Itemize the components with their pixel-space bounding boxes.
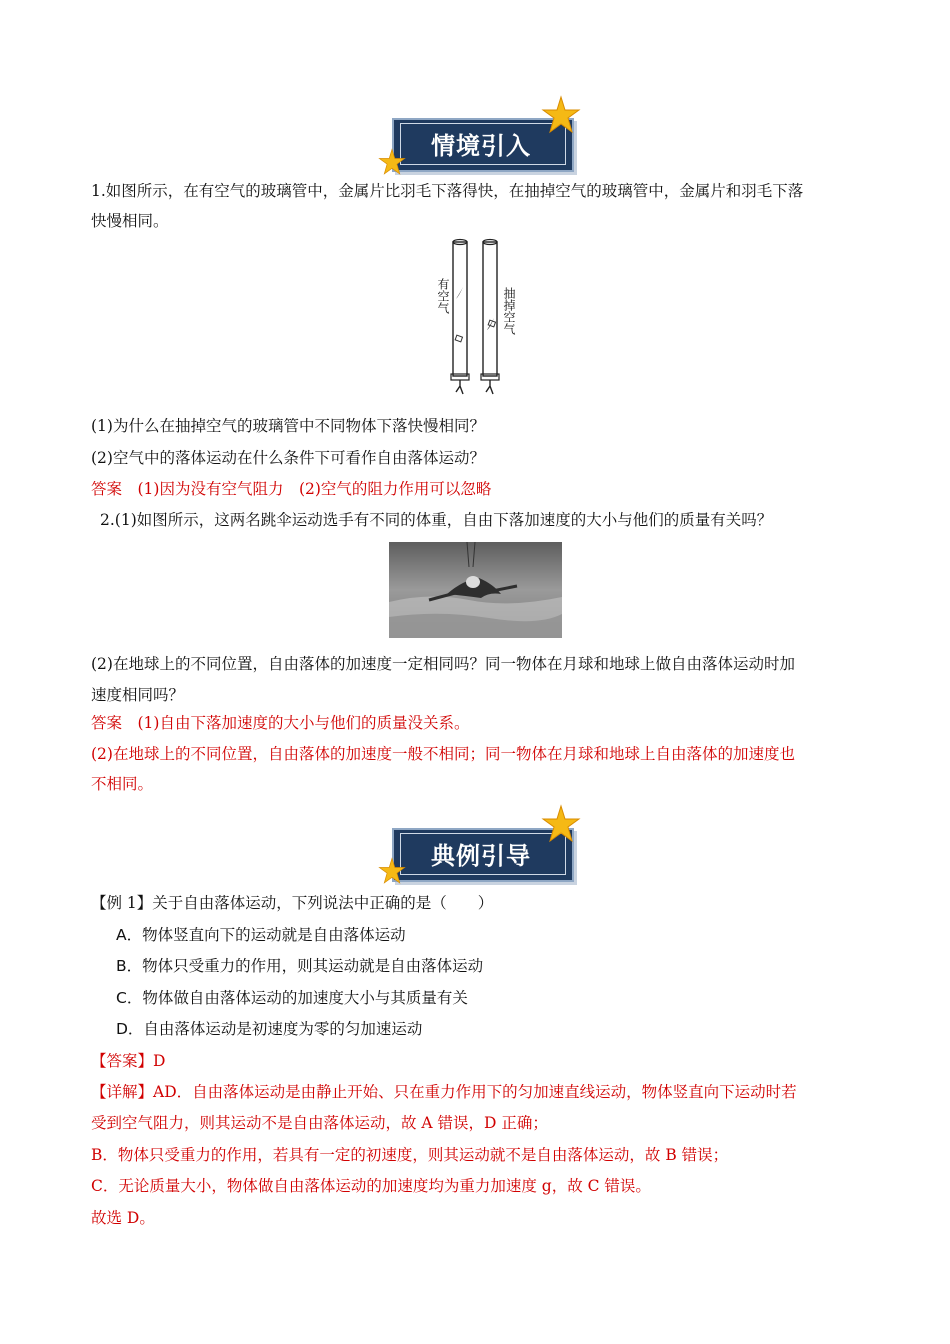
- detail-text: 受到空气阻力，则其运动不是自由落体运动，故 A 错误，D 正确；: [91, 1114, 548, 1132]
- detail-text: B．物体只受重力的作用，若具有一定的初速度，则其运动就不是自由落体运动，故 B 错误；: [91, 1146, 729, 1164]
- tube-label-left: 有空气: [436, 278, 450, 314]
- conclusion-text: 故选 D。: [91, 1209, 155, 1227]
- star-icon: [378, 148, 406, 176]
- option-b: B．物体只受重力的作用，则其运动就是自由落体运动: [116, 957, 484, 975]
- question-text: 2.(1)如图所示，这两名跳伞运动选手有不同的体重，自由下落加速度的大小与他们的质量有关吗？: [100, 511, 773, 529]
- question-text: 1.如图所示，在有空气的玻璃管中，金属片比羽毛下落得快，在抽掉空气的玻璃管中，金属片和羽毛下落: [91, 182, 804, 200]
- detail-text: C．无论质量大小，物体做自由落体运动的加速度均为重力加速度 g，故 C 错误。: [91, 1177, 651, 1195]
- answer-text: 不相同。: [91, 775, 154, 793]
- star-icon: [541, 804, 581, 844]
- detail-text: 【详解】AD．自由落体运动是由静止开始、只在重力作用下的匀加速直线运动，物体竖直向下运动时若: [91, 1083, 797, 1101]
- option-a: A．物体竖直向下的运动就是自由落体运动: [116, 926, 406, 944]
- option-c: C．物体做自由落体运动的加速度大小与其质量有关: [116, 989, 468, 1007]
- answer-text: 【答案】D: [91, 1052, 166, 1070]
- section-title: 情境引入: [431, 132, 531, 160]
- sub-question: (1)为什么在抽掉空气的玻璃管中不同物体下落快慢相同？: [91, 417, 485, 435]
- answer-text: (2)在地球上的不同位置，自由落体的加速度一般不相同；同一物体在月球和地球上自由落体的加速度也: [91, 745, 795, 763]
- skydivers-photo: [389, 542, 562, 638]
- star-icon: [378, 857, 406, 885]
- sub-question: (2)空气中的落体运动在什么条件下可看作自由落体运动？: [91, 449, 485, 467]
- answer-text: 答案 (1)因为没有空气阻力 (2)空气的阻力作用可以忽略: [91, 480, 492, 498]
- sub-question: (2)在地球上的不同位置，自由落体的加速度一定相同吗？同一物体在月球和地球上做自由落体运动时加: [91, 655, 795, 673]
- tube-label-right: 抽掉空气: [502, 287, 516, 335]
- example-stem: 【例 1】关于自由落体运动，下列说法中正确的是（ ）: [91, 894, 494, 912]
- option-d: D．自由落体运动是初速度为零的匀加速运动: [116, 1020, 423, 1038]
- answer-text: 答案 (1)自由下落加速度的大小与他们的质量没关系。: [91, 714, 470, 732]
- star-icon: [541, 95, 581, 135]
- question-text: 快慢相同。: [91, 212, 169, 230]
- section-title: 典例引导: [431, 842, 531, 870]
- sub-question: 速度相同吗？: [91, 686, 185, 704]
